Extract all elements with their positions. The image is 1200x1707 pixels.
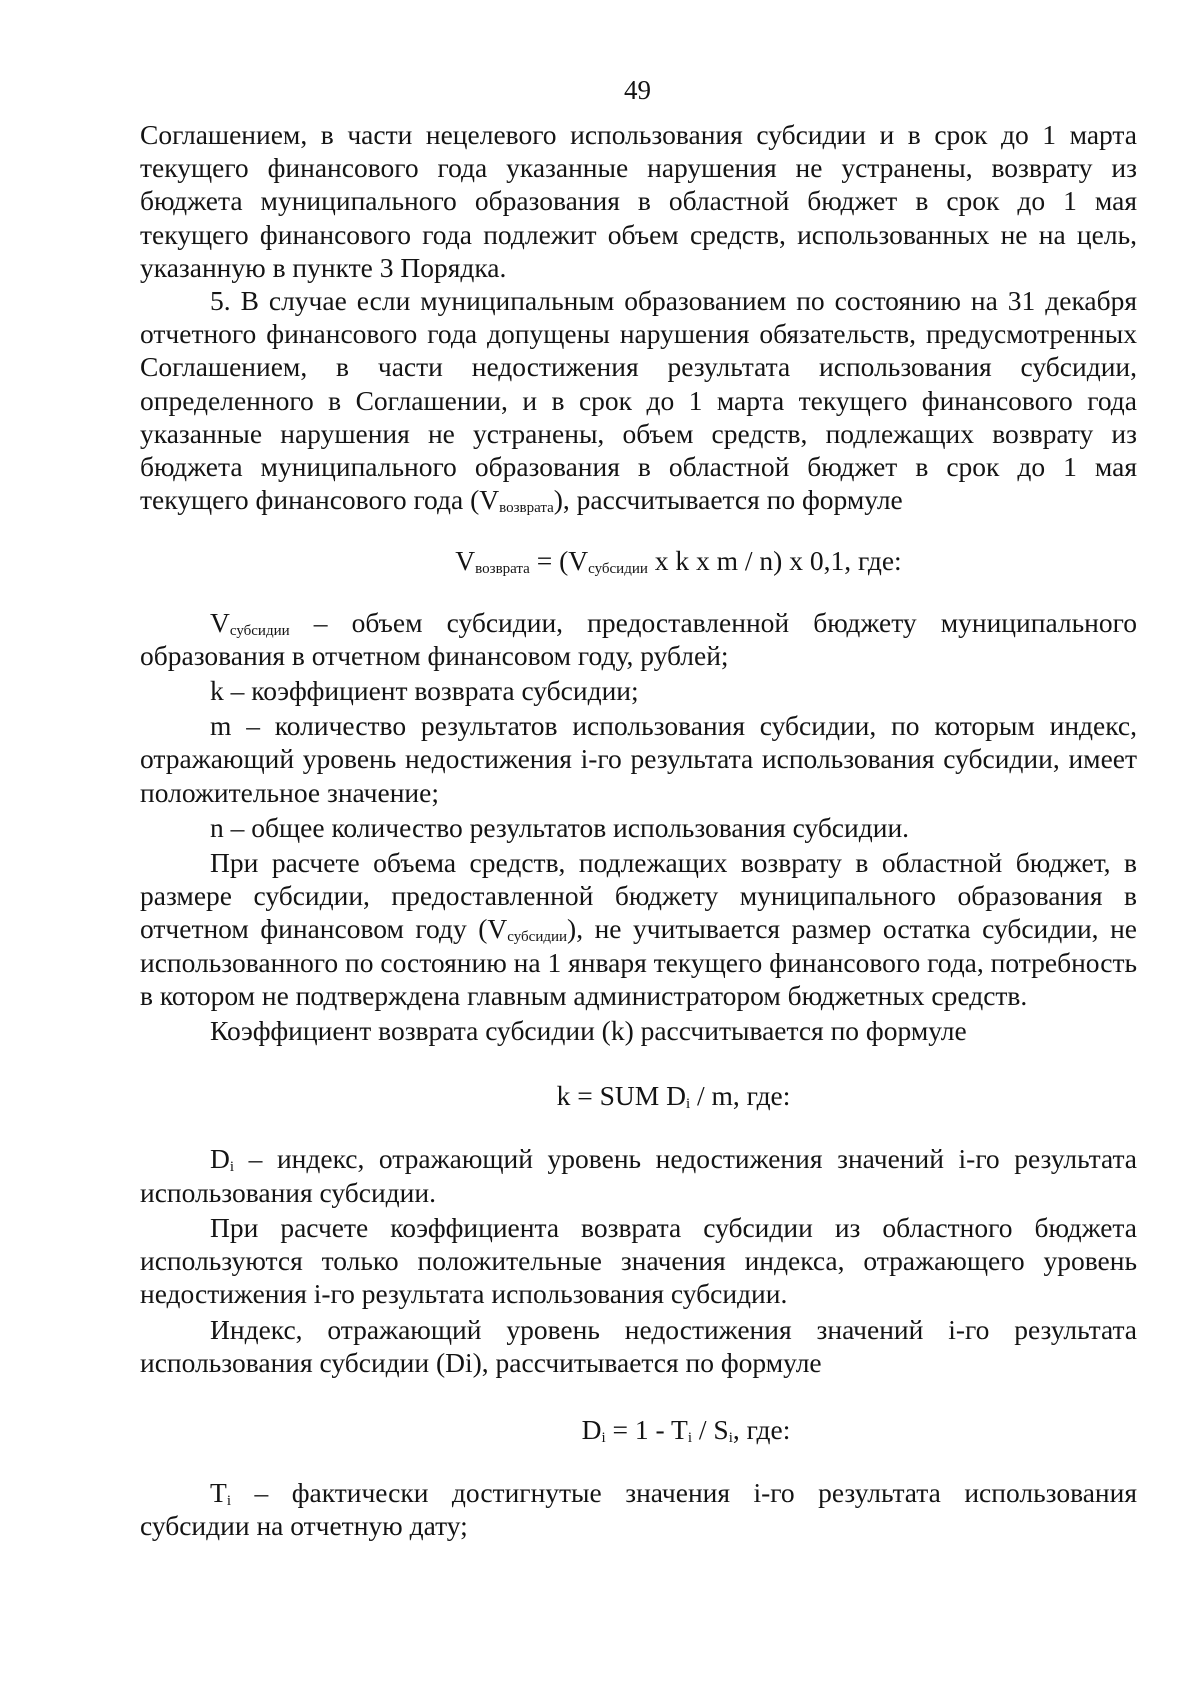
paragraph-positive-values: При расчете коэффициента возврата субсидии из областного бюджета используются только положительные значения индекса, отражающего уровень недостижения i-го результата использования субсидии.	[140, 1211, 1137, 1310]
paragraph-calculation	[140, 846, 1137, 1012]
paragraph-continuation: Соглашением, в части нецелевого использования субсидии и в срок до 1 марта текущего финансового года указанные нарушения не устранены, возврату из бюджета муниципального образования в областной бюджет в срок до 1 мая текущего финансового года подлежит объем средств, использованных не на цель, указанную в пункте 3 Порядка.	[140, 119, 1137, 283]
subscript: возврата	[475, 561, 530, 578]
page-number: 49	[624, 75, 651, 105]
definition-k: k – коэффициент возврата субсидии;	[210, 675, 639, 707]
subscript: i	[226, 1493, 231, 1510]
definition-v-subsidy	[140, 606, 1137, 672]
text-span: При расчете объема средств, подлежащих возврату в областной бюджет, в размере субсидии, предоставленной бюджету муниципального образования в отчетном финансовом году (V	[140, 847, 1137, 945]
document-body	[140, 118, 1137, 1543]
definition-m: m – количество результатов использования субсидии, по которым индекс, отражающий уровень недостижения i-го результата использования субсидии, имеет положительное значение;	[140, 710, 1137, 808]
text-span: ), рассчитывается по формуле	[553, 484, 903, 516]
subscript: i	[685, 1096, 691, 1113]
subscript: i	[229, 1159, 235, 1176]
subscript: субсидии	[229, 622, 290, 639]
text-span: 5. В случае если муниципальным образованием по состоянию на 31 декабря отчетного финансового года допущены нарушения обязательств, предусмотренных Соглашением, в части недостижения результата использования субсидии, определенного в Соглашении, и в срок до 1 марта текущего финансового года указанные нарушения не устранены, объем средств, подлежащих возврату из бюджета муниципального образования в областной бюджет в срок до 1 мая текущего финансового года (V	[140, 285, 1137, 516]
text-span: ), не учитывается размер остатка субсидии, не использованного по состоянию на 1 января текущего финансового года, потребность в котором не подтверждена главным администратором бюджетных средств.	[140, 913, 1137, 1011]
definition-text: – индекс, отражающий уровень недостижения значений i-го результата использования субсидии.	[140, 1143, 1137, 1208]
formula-index	[140, 1413, 1137, 1446]
formula-part: / m, где:	[690, 1080, 791, 1112]
paragraph-item-5	[140, 284, 1137, 516]
paragraph-index: Индекс, отражающий уровень недостижения значений i-го результата использования субсидии (Di), рассчитывается по формуле	[140, 1313, 1137, 1378]
formula-part: , где:	[732, 1413, 791, 1445]
subscript: возврата	[499, 500, 554, 517]
symbol: V	[210, 606, 230, 638]
formula-part: k = SUM D	[556, 1080, 686, 1112]
formula-part: V	[455, 545, 476, 577]
subscript: субсидии	[588, 561, 648, 578]
definition-t	[140, 1476, 1137, 1542]
paragraph-coefficient: Коэффициент возврата субсидии (k) рассчитывается по формуле	[210, 1015, 967, 1047]
symbol: T	[210, 1477, 227, 1509]
formula-part: = 1 - T	[605, 1413, 688, 1445]
definition-text: – фактически достигнутые значения i-го результата использования субсидии на отчетную дату;	[140, 1477, 1137, 1542]
definition-n: n – общее количество результатов использования субсидии.	[210, 811, 910, 843]
definition-text: – объем субсидии, предоставленной бюджету муниципального образования в отчетном финансовом году, рублей;	[140, 606, 1137, 671]
subscript: i	[601, 1429, 606, 1446]
formula-return-volume	[140, 544, 1137, 577]
subscript: субсидии	[507, 929, 568, 946]
subscript: i	[687, 1429, 693, 1446]
formula-part: = (V	[529, 545, 589, 577]
subscript: i	[728, 1429, 733, 1446]
symbol: D	[210, 1143, 230, 1175]
formula-part: x k x m / n) x 0,1, где:	[647, 545, 902, 577]
formula-part: D	[581, 1413, 602, 1445]
definition-d	[140, 1142, 1137, 1208]
formula-part: / S	[692, 1413, 729, 1445]
formula-coefficient	[140, 1079, 1137, 1112]
